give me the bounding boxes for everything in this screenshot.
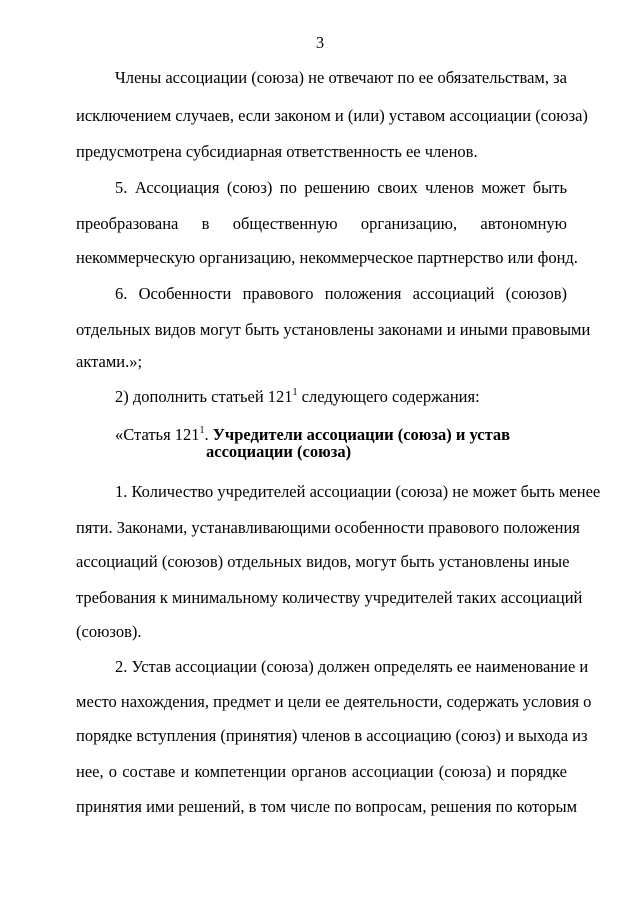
article-heading: «Статья $121^1$. Учредители ассоциации (союза) и устав — [115, 425, 511, 444]
article-heading-cont: ассоциации (союза) — [206, 442, 352, 461]
text-line: пяти. Законами, устанавливающими особенности правового положения — [76, 518, 580, 537]
text-line: 6. Особенности правового положения ассоциаций (союзов) — [115, 284, 567, 303]
text-line: ассоциаций (союзов) отдельных видов, могут быть установлены иные — [76, 552, 570, 571]
text-line: требования к минимальному количеству учредителей таких ассоциаций — [76, 588, 583, 607]
text-line: некоммерческую организацию, некоммерческое партнерство или фонд. — [76, 248, 578, 267]
text-line: актами.»; — [76, 352, 143, 371]
text-line: 2) дополнить статьей $121^1$ следующего содержания: — [115, 387, 480, 406]
text-line: предусмотрена субсидиарная ответственность ее членов. — [76, 142, 478, 161]
text-line: отдельных видов могут быть установлены законами и иными правовыми — [76, 320, 591, 339]
text-line: порядке вступления (принятия) членов в ассоциацию (союз) и выхода из — [76, 726, 588, 745]
text-line: преобразована в общественную организацию, автономную — [76, 214, 567, 233]
text-line: нее, о составе и компетенции органов ассоциации (союза) и порядке — [76, 762, 567, 781]
page-number: 3 — [315, 33, 325, 52]
text-line: (союзов). — [76, 622, 142, 641]
text-line: 2. Устав ассоциации (союза) должен определять ее наименование и — [115, 657, 589, 676]
text-line: Члены ассоциации (союза) не отвечают по ее обязательствам, за — [115, 68, 567, 87]
text-line: принятия ими решений, в том числе по вопросам, решения по которым — [76, 797, 578, 816]
text-line: 5. Ассоциация (союз) по решению своих членов может быть — [115, 178, 567, 197]
text-line: место нахождения, предмет и цели ее деятельности, содержать условия о — [76, 692, 592, 711]
text-line: исключением случаев, если законом и (или) уставом ассоциации (союза) — [76, 106, 588, 125]
text-line: 1. Количество учредителей ассоциации (союза) не может быть менее — [115, 482, 601, 501]
